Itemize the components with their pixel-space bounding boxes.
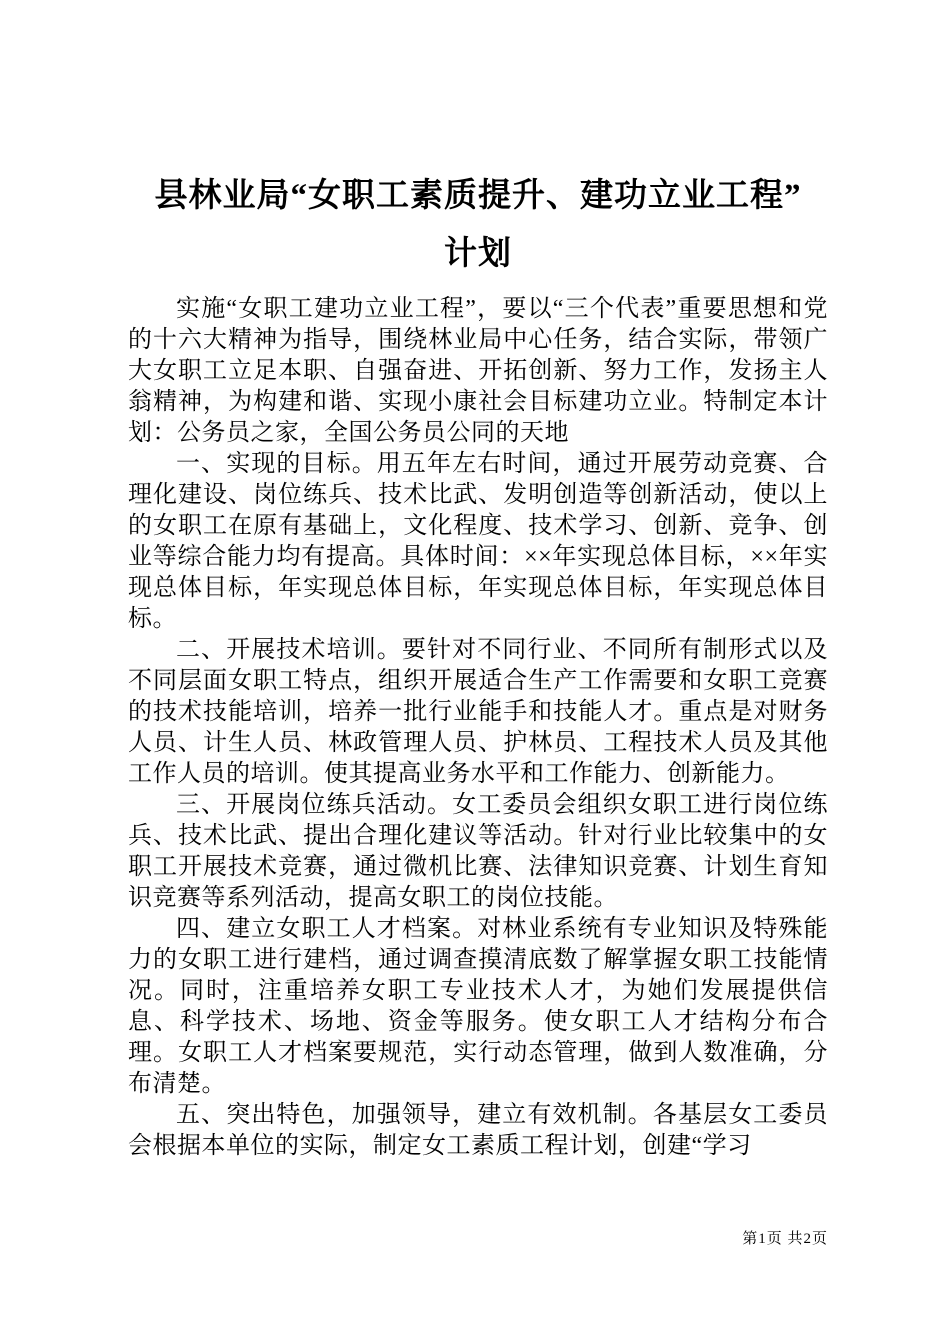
document-title-line2: 计划 <box>444 235 512 272</box>
paragraph-section-5-leadership: 五、突出特色，加强领导，建立有效机制。各基层女工委员会根据本单位的实际，制定女工素质工程计划，创建“学习 <box>128 1101 828 1159</box>
paragraph-section-3-drills: 三、开展岗位练兵活动。女工委员会组织女职工进行岗位练兵、技术比武、提出合理化建议等活动。针对行业比较集中的女职工开展技术竞赛，通过微机比赛、法律知识竞赛、计划生育知识竞赛等系列活动，提高女职工的岗位技能。 <box>128 791 828 911</box>
paragraph-intro: 实施“女职工建功立业工程”，要以“三个代表”重要思想和党的十六大精神为指导，围绕林业局中心任务，结合实际，带领广大女职工立足本职、自强奋进、开拓创新、努力工作，发扬主人翁精神，为构建和谐、实现小康社会目标建功立业。特制定本计划：公务员之家，全国公务员公同的天地 <box>128 295 828 446</box>
document-body <box>128 294 828 1162</box>
page-number-footer: 第1页 共2页 <box>742 1231 828 1247</box>
document-title-line1: 县林业局“女职工素质提升、建功立业工程” <box>154 178 802 214</box>
paragraph-section-2-training: 二、开展技术培训。要针对不同行业、不同所有制形式以及不同层面女职工特点，组织开展适合生产工作需要和女职工竞赛的技术技能培训，培养一批行业能手和技能人才。重点是对财务人员、计生人员、林政管理人员、护林员、工程技术人员及其他工作人员的培训。使其提高业务水平和工作能力、创新能力。 <box>128 636 828 787</box>
paragraph-section-4-archives: 四、建立女职工人才档案。对林业系统有专业知识及特殊能力的女职工进行建档，通过调查摸清底数了解掌握女职工技能情况。同时，注重培养女职工专业技术人才，为她们发展提供信息、科学技术、场地、资金等服务。使女职工人才结构分布合理。女职工人才档案要规范，实行动态管理，做到人数准确，分布清楚。 <box>128 915 828 1097</box>
paragraph-section-1-goals: 一、实现的目标。用五年左右时间，通过开展劳动竞赛、合理化建设、岗位练兵、技术比武、发明创造等创新活动，使以上的女职工在原有基础上，文化程度、技术学习、创新、竞争、创业等综合能力均有提高。具体时间：××年实现总体目标，××年实现总体目标，年实现总体目标，年实现总体目标，年实现总体目标。 <box>128 450 828 632</box>
document-title <box>128 168 828 284</box>
